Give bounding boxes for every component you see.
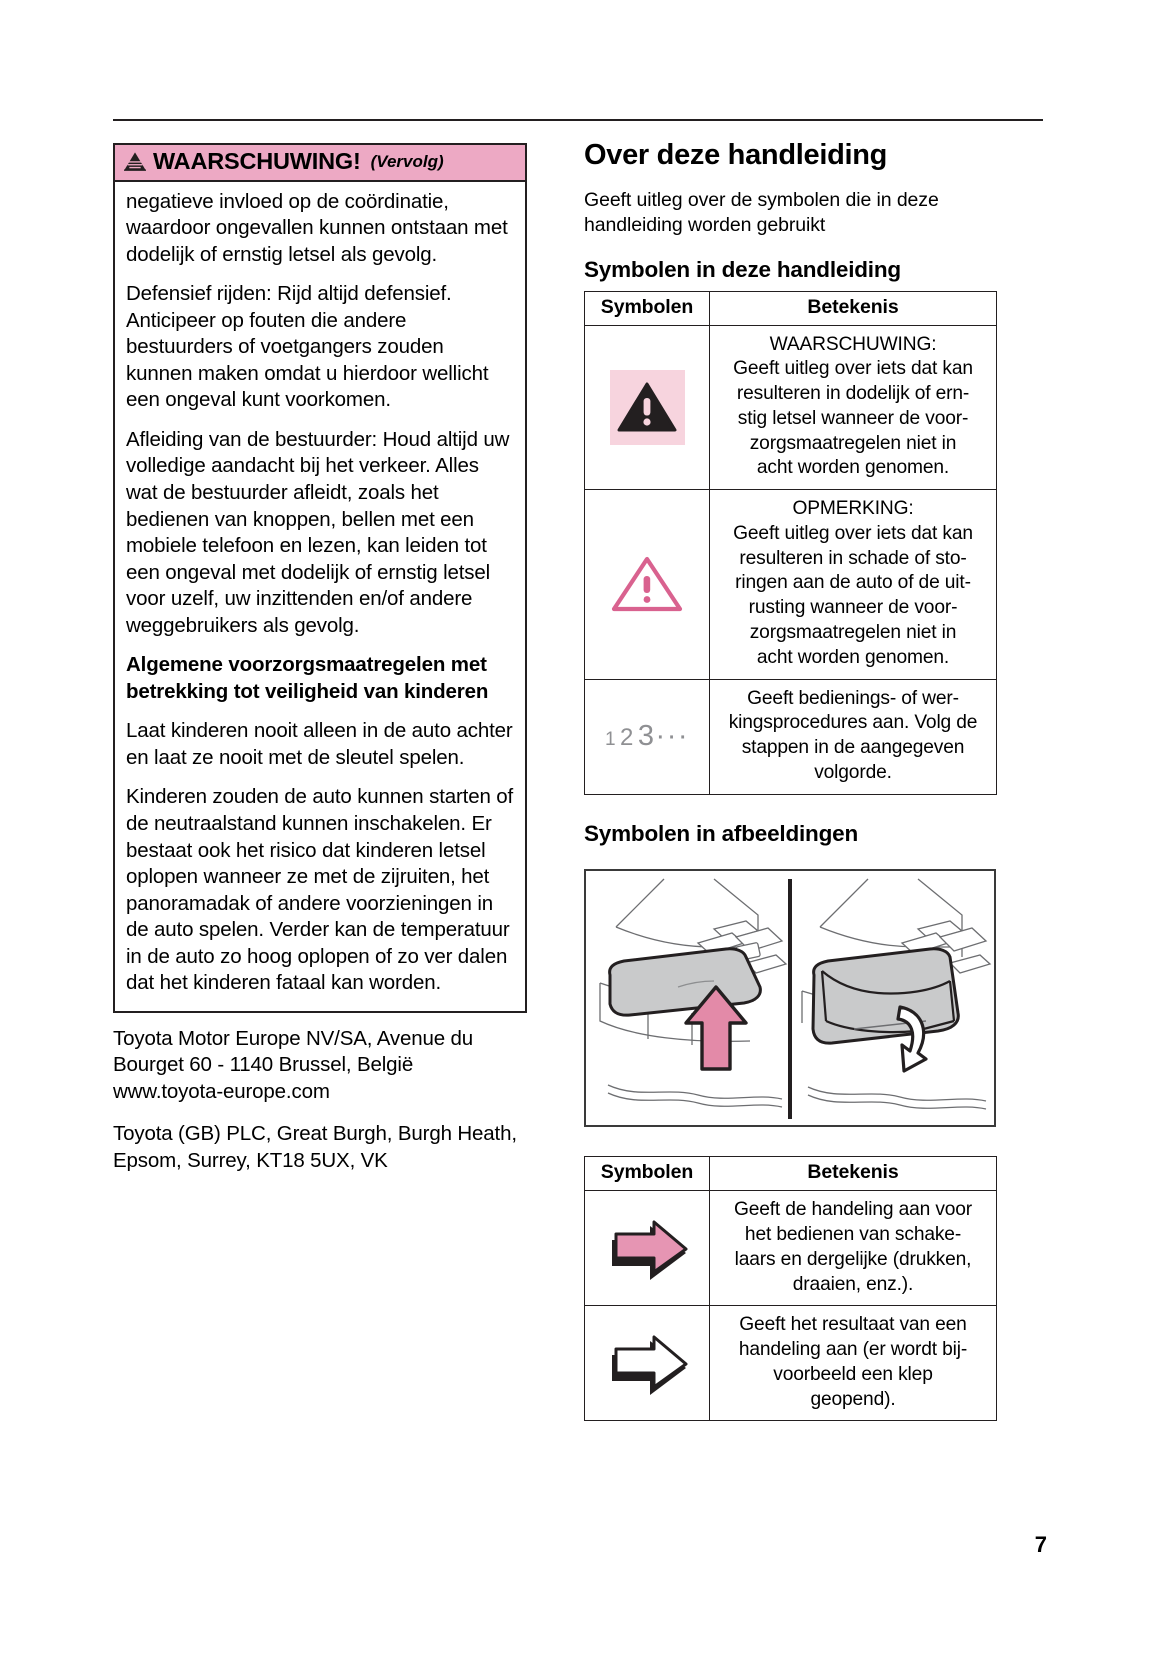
page-title: Over deze handleiding xyxy=(584,139,888,171)
symbol-cell-notice xyxy=(585,490,710,679)
header-rule xyxy=(113,119,1043,121)
table-row xyxy=(585,679,997,794)
meaning-cell-warning xyxy=(710,325,997,490)
warning-subheading: Algemene voorzorgsmaatregelen met betrekking tot veiligheid van kinderen xyxy=(126,653,489,703)
table-header-row xyxy=(585,1157,997,1191)
meaning-line: OPMERKING: xyxy=(792,498,914,520)
address-line: Toyota (GB) PLC, Great Burgh, Burgh Heath, Epsom, Surrey, KT18 5UX, VK xyxy=(113,1122,517,1172)
meaning-line: resulteren in schade of sto- xyxy=(739,547,967,569)
column-header-symbol: Symbolen xyxy=(585,1157,710,1191)
illustration-drawing xyxy=(586,871,994,1125)
warning-paragraph: negatieve invloed op de coördinatie, waardoor ongevallen kunnen ontstaan met dodelijk of ernstig letsel als gevolg. xyxy=(126,189,508,266)
meaning-line: rusting wanneer de voor- xyxy=(748,597,958,619)
meaning-line: geopend). xyxy=(810,1388,896,1410)
page-number: 7 xyxy=(1034,1532,1047,1557)
manual-symbols-table xyxy=(584,291,997,795)
warning-triangle-icon xyxy=(123,151,147,172)
meaning-line: kingsprocedures aan. Volg de xyxy=(728,712,978,734)
column-header-symbol: Symbolen xyxy=(585,291,710,325)
meaning-line: Geeft het resultaat van een xyxy=(739,1314,967,1336)
meaning-line: handeling aan (er wordt bij- xyxy=(738,1339,968,1361)
symbol-cell-white-arrow xyxy=(585,1306,710,1421)
notice-triangle-icon xyxy=(609,553,685,615)
meaning-line: zorgsmaatregelen niet in xyxy=(749,432,957,454)
meaning-line: zorgsmaatregelen niet in xyxy=(749,621,957,643)
meaning-line: Geeft de handeling aan voor xyxy=(733,1199,973,1221)
meaning-line: stig letsel wanneer de voor- xyxy=(737,407,969,429)
address-line: Toyota Motor Europe NV/SA, Avenue du Bourget 60 - 1140 Brussel, België www.toyota-europe.com xyxy=(113,1026,474,1103)
meaning-line: Geeft bedienings- of wer- xyxy=(747,687,959,709)
meaning-line: WAARSCHUWING: xyxy=(769,333,937,355)
symbol-cell-pink-arrow xyxy=(585,1191,710,1306)
warning-paragraph: Kinderen zouden de auto kunnen starten of de neutraalstand kunnen inschakelen. Er bestaat ook het risico dat kinderen letsel oplopen wanneer ze met de zijruiten, het panoramadak of andere voorzieningen in de auto spelen. Verder kan de temperatuur in de auto zo hoog oplopen of zo ver dalen dat het kinderen fataal kan worden. xyxy=(126,785,514,995)
warning-triangle-glyph xyxy=(617,381,677,433)
meaning-line: het bedienen van schake- xyxy=(744,1224,962,1246)
meaning-line: resulteren in dodelijk of ern- xyxy=(736,383,970,405)
meaning-line: acht worden genomen. xyxy=(756,646,950,668)
manufacturer-address-block xyxy=(113,1026,527,1175)
meaning-line: volgorde. xyxy=(814,761,892,783)
table-header-row xyxy=(585,291,997,325)
illustration-symbols-table xyxy=(584,1156,997,1421)
meaning-cell-steps xyxy=(710,679,997,794)
overhead-console-illustration xyxy=(584,869,996,1127)
meaning-line: acht worden genomen. xyxy=(756,457,950,479)
column-header-meaning: Betekenis xyxy=(710,291,997,325)
white-right-arrow-icon xyxy=(602,1327,692,1399)
console-bin-open xyxy=(813,949,958,1043)
right-column xyxy=(584,140,996,1421)
warning-paragraph: Afleiding van de bestuurder: Houd altijd uw volledige aandacht bij het verkeer. Alles wat de bestuurder afleidt, zoals het bedienen van knoppen, bellen met een mobiele telefoon en lezen, kan leiden tot een ongeval met dodelijk of ernstig letsel voor uzelf, uw inzittenden en/of andere weggebruikers als gevolg. xyxy=(126,427,510,637)
warning-callout-header xyxy=(115,145,525,182)
table-row xyxy=(585,325,997,490)
warning-callout-body xyxy=(115,182,525,1011)
warning-callout-box xyxy=(113,143,527,1013)
warning-title: WAARSCHUWING! xyxy=(153,148,361,174)
meaning-line: draaien, enz.). xyxy=(792,1273,914,1295)
warning-continued-label: (Vervolg) xyxy=(370,152,444,172)
warning-paragraph: Laat kinderen nooit alleen in de auto achter en laat ze nooit met de sleutel spelen. xyxy=(126,719,513,769)
symbol-cell-steps xyxy=(585,679,710,794)
left-column xyxy=(113,143,527,1175)
table-row xyxy=(585,1306,997,1421)
column-header-meaning: Betekenis xyxy=(710,1157,997,1191)
symbol-cell-warning xyxy=(585,325,710,490)
meaning-cell-white-arrow xyxy=(710,1306,997,1421)
meaning-line: ringen aan de auto of de uit- xyxy=(735,572,971,594)
subheading-illustration-symbols: Symbolen in afbeeldingen xyxy=(584,820,858,846)
meaning-line: Geeft uitleg over iets dat kan xyxy=(733,522,973,544)
meaning-line: voorbeeld een klep xyxy=(773,1363,933,1385)
warning-paragraph: Defensief rijden: Rijd altijd defensief. Anticipeer op fouten die andere bestuurders of voetgangers zouden kunnen maken omdat u hierdoor wellicht een ongeval kunt voorkomen. xyxy=(126,282,489,412)
meaning-line: laars en dergelijke (drukken, xyxy=(734,1248,972,1270)
warning-triangle-icon xyxy=(610,370,685,445)
numbered-steps-icon: 1 2 3 ··· xyxy=(604,720,690,753)
illustration-symbols-table-wrapper xyxy=(584,1156,996,1421)
meaning-cell-notice xyxy=(710,490,997,679)
section-lead-text: Geeft uitleg over de symbolen die in deze handleiding worden gebruikt xyxy=(584,188,939,236)
table-row xyxy=(585,1191,997,1306)
meaning-cell-pink-arrow xyxy=(710,1191,997,1306)
table-row xyxy=(585,490,997,679)
subheading-manual-symbols: Symbolen in deze handleiding xyxy=(584,256,901,282)
meaning-line: stappen in de aangegeven xyxy=(741,737,965,759)
pink-right-arrow-icon xyxy=(602,1212,692,1284)
meaning-line: Geeft uitleg over iets dat kan xyxy=(733,358,973,380)
